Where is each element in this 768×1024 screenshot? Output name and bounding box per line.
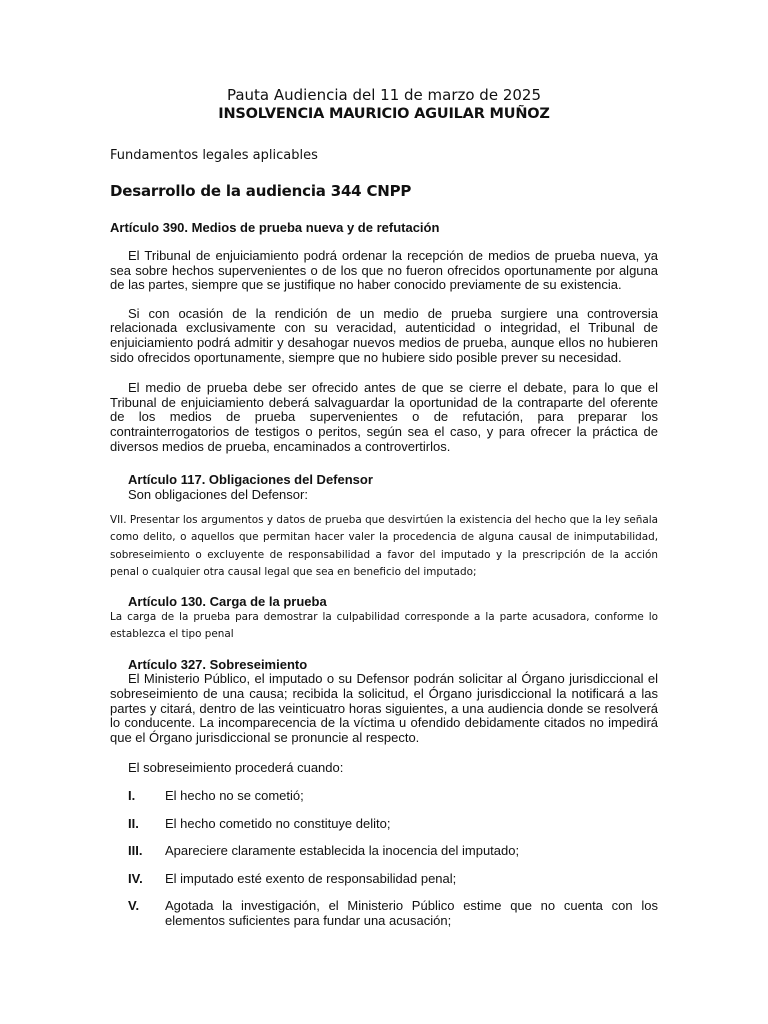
article-390-paragraph-1: El Tribunal de enjuiciamiento podrá ordenar la recepción de medios de prueba nueva, ya sea sobre hechos supervenientes o de los que no fueron ofrecidos oportunamente por alguna de las partes, siempre que se justifique no haber conocido previamente de su existencia. [110,248,658,293]
list-item [110,844,658,859]
list-item [110,899,658,928]
header-case-title: INSOLVENCIA MAURICIO AGUILAR MUÑOZ [218,106,550,122]
article-327-paragraph-2: El sobreseimiento procederá cuando: [128,760,344,776]
list-item-text: Apareciere claramente establecida la inocencia del imputado; [165,843,520,859]
list-item-text: El hecho no se cometió; [165,787,304,803]
article-390-paragraph-2: Si con ocasión de la rendición de un medio de prueba surgiere una controversia relacionada exclusivamente con su veracidad, autenticidad o integridad, el Tribunal de enjuiciamiento podrá admitir y desahogar nuevos medios de prueba, aunque ellos no hubieren sido ofrecidos oportunamente, siempre que no hubiere sido posible prever su necesidad. [110,305,658,365]
document-page [110,86,658,928]
article-130-text: La carga de la prueba para demostrar la culpabilidad corresponde a la parte acusadora, conforme lo establezca el tipo penal [110,610,658,641]
list-item-number: V. [128,898,140,914]
article-390-paragraph-3: El medio de prueba debe ser ofrecido antes de que se cierre el debate, para lo que el Tribunal de enjuiciamiento deberá salvaguardar la oportunidad de la contraparte del oferente de los medios de prueba supervenientes o de refutación, para preparar los contrainterrogatorios de testigos o peritos, según sea el caso, y para ofrecer la práctica de diversos medios de prueba, encaminados a controvertirlos. [110,380,658,454]
article-117-subtitle: Son obligaciones del Defensor: [128,487,308,503]
article-130-title: Artículo 130. Carga de la prueba [128,593,327,609]
article-327-paragraph-1: El Ministerio Público, el imputado o su Defensor podrán solicitar al Órgano jurisdiccional el sobreseimiento de una causa; recibida la solicitud, el Órgano jurisdiccional la notificará a las partes y citará, dentro de las veinticuatro horas siguientes, a una audiencia donde se resolverá lo conducente. La incomparecencia de la víctima u ofendido debidamente citados no impedirá que el Órgano jurisdiccional se pronuncie al respecto. [110,671,658,745]
fundamentos-heading: Fundamentos legales aplicables [110,148,318,163]
sobreseimiento-list [110,789,658,929]
list-item [110,872,658,887]
article-327-title: Artículo 327. Sobreseimiento [128,657,308,673]
list-item-text: El hecho cometido no constituye delito; [165,815,391,831]
section-title: Desarrollo de la audiencia 344 CNPP [110,182,412,200]
list-item-text: El imputado esté exento de responsabilidad penal; [165,870,457,886]
header-date: Pauta Audiencia del 11 de marzo de 2025 [226,86,542,104]
list-item-number: I. [128,787,136,803]
article-117-item-vii: VII. Presentar los argumentos y datos de prueba que desvirtúen la existencia del hecho que la ley señala como delito, o aquellos que permitan hacer valer la procedencia de alguna causal de inimputabilidad, sobreseimiento o excluyente de responsabilidad a favor del imputado y la prescripción de la acción penal o cualquier otra causal legal que sea en beneficio del imputado; [110,514,658,578]
article-390-title: Artículo 390. Medios de prueba nueva y de refutación [110,220,440,235]
article-117-title: Artículo 117. Obligaciones del Defensor [128,472,373,488]
list-item-number: III. [128,843,143,859]
list-item [110,789,658,804]
list-item [110,817,658,832]
list-item-number: II. [128,815,139,831]
list-item-number: IV. [128,870,143,886]
list-item-text: Agotada la investigación, el Ministerio Público estime que no cuenta con los elementos suficientes para fundar una acusación; [165,898,658,928]
